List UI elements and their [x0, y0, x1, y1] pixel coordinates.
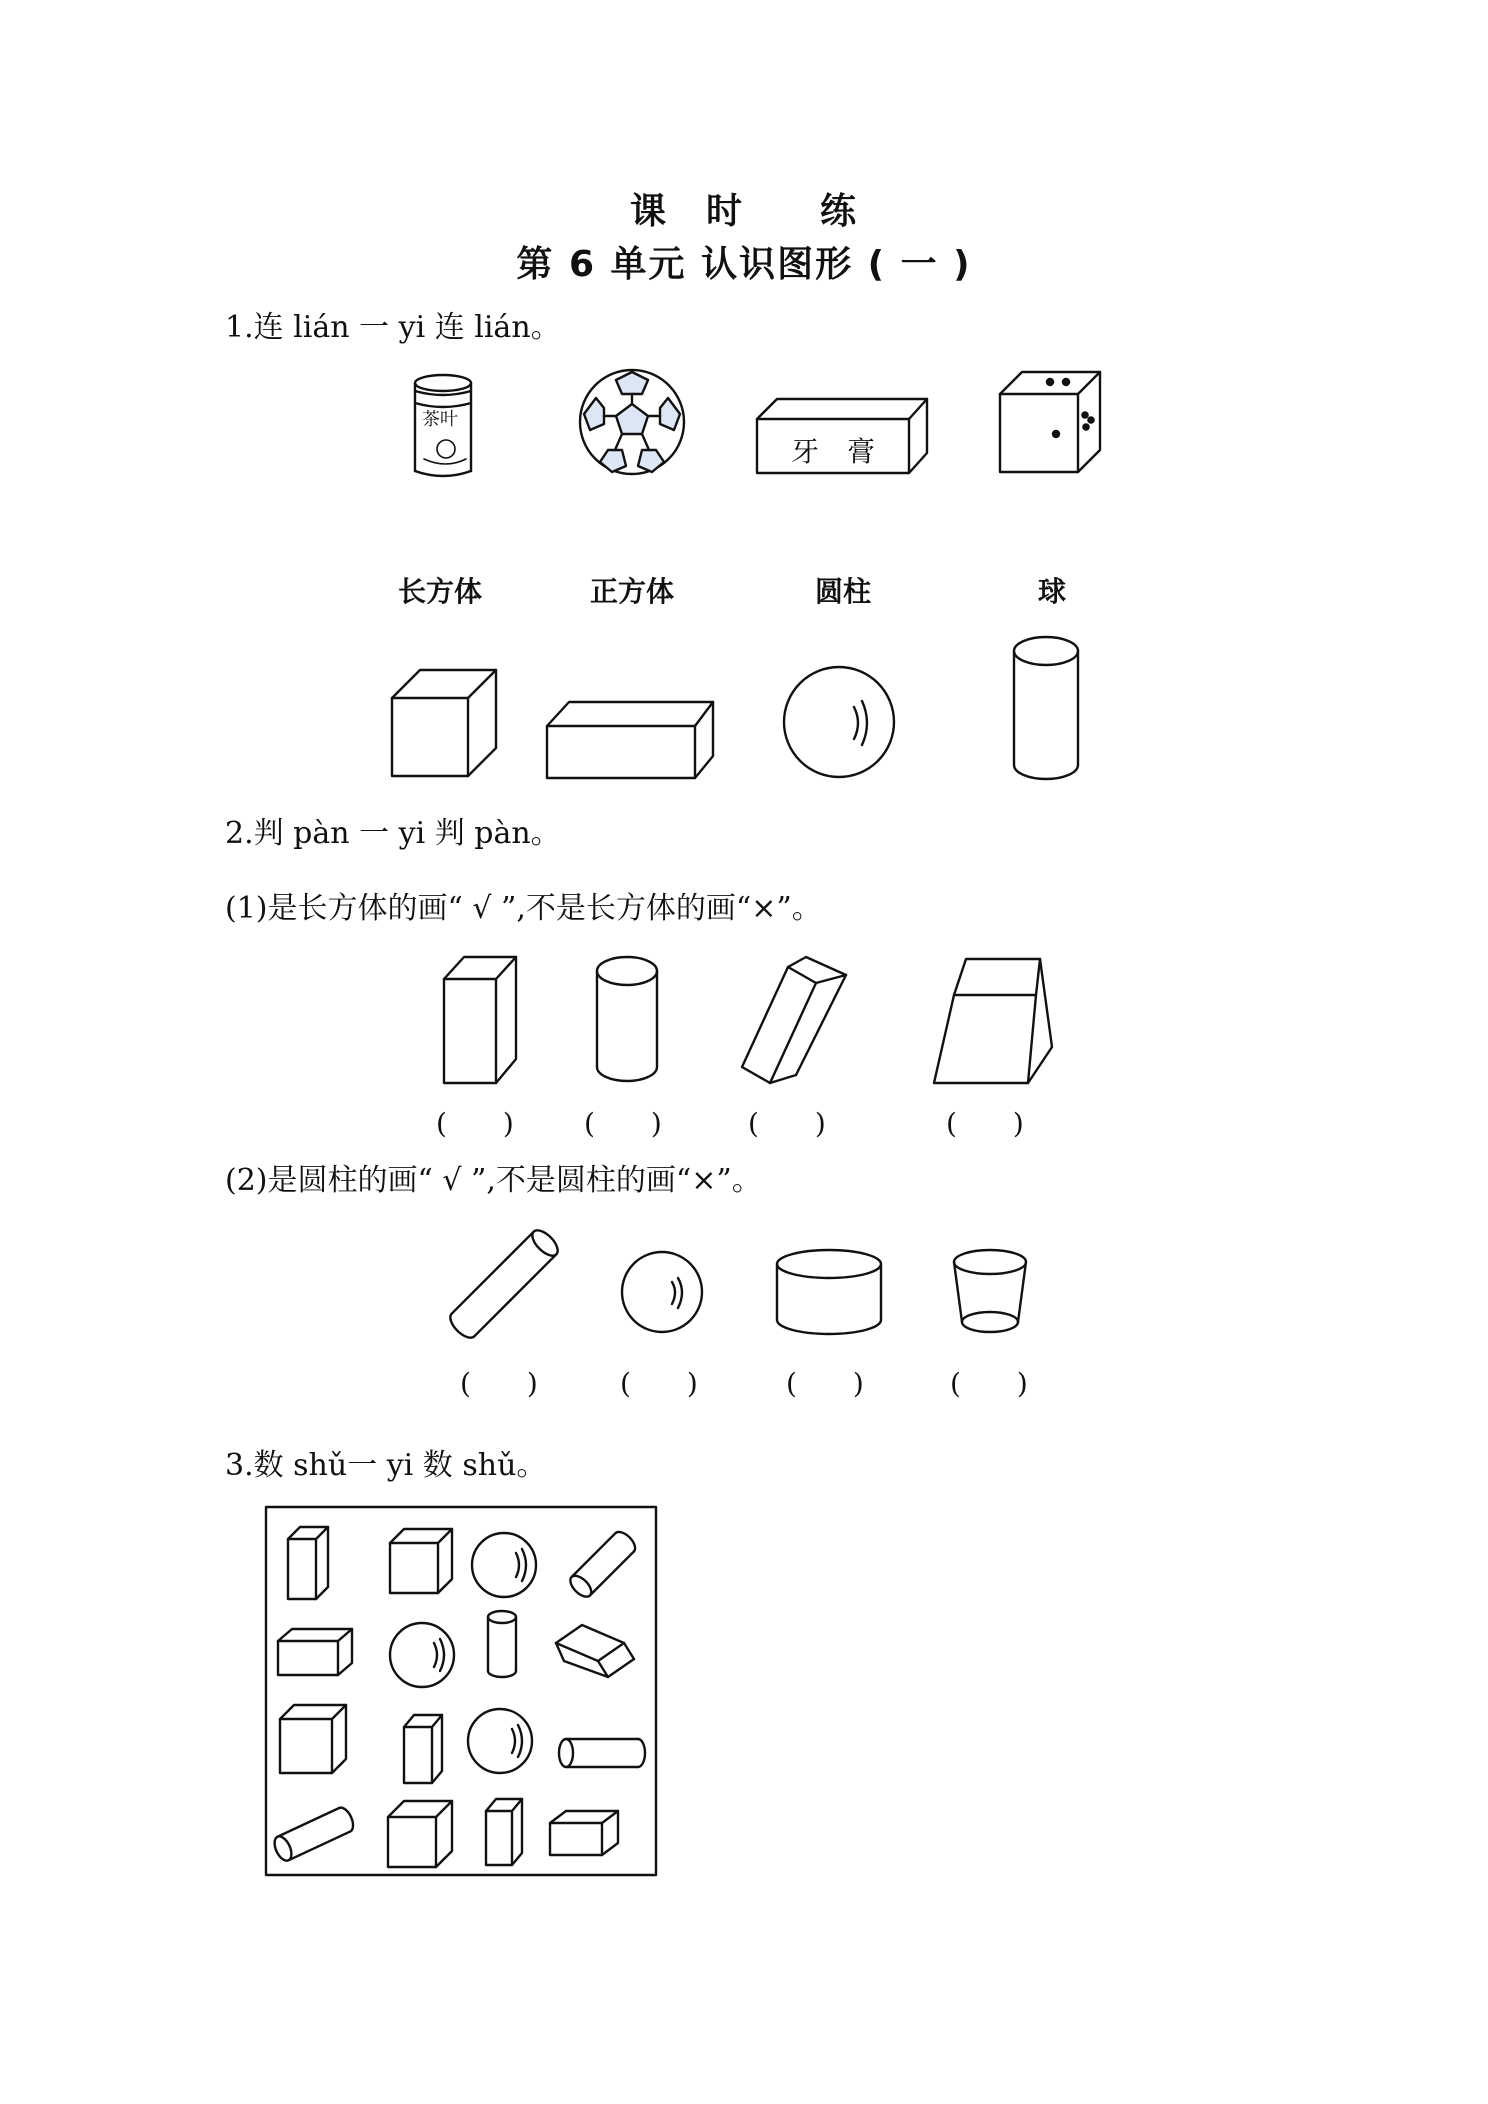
question-2-prompt: 2.判 pàn 一 yi 判 pàn。	[225, 816, 561, 851]
question-2-part1-prompt: (1)是长方体的画“ √ ”,不是长方体的画“×”。	[225, 891, 822, 926]
answer-blank-2-1-d[interactable]: ( )	[946, 1107, 1024, 1140]
box-lying-cylinder-1	[559, 1739, 645, 1767]
tea-can-label: 茶叶	[422, 409, 458, 430]
answer-blank-2-2-a[interactable]: ( )	[460, 1367, 538, 1400]
answer-blank-2-2-b[interactable]: ( )	[620, 1367, 698, 1400]
label-cuboid: 长方体	[398, 575, 483, 608]
cylinder-shape	[1012, 635, 1082, 783]
small-sphere-shape	[620, 1250, 706, 1336]
cup-shape	[952, 1248, 1032, 1338]
box-cube-3	[388, 1801, 452, 1867]
box-tall-cuboid-3	[486, 1799, 522, 1865]
frustum-shape	[930, 955, 1055, 1087]
box-tilted-cylinder-2	[271, 1805, 356, 1863]
worksheet-title: 课 时 练	[629, 191, 858, 232]
box-flat-cuboid-2	[550, 1811, 618, 1855]
cuboid-shape	[545, 700, 717, 780]
label-cylinder: 圆柱	[815, 575, 872, 608]
box-sphere-1	[472, 1533, 536, 1597]
soccer-ball-picture	[578, 368, 688, 478]
answer-blank-2-1-c[interactable]: ( )	[748, 1107, 826, 1140]
dice-picture	[998, 370, 1108, 480]
box-cube-1	[390, 1529, 452, 1593]
counting-shapes-box	[264, 1505, 658, 1877]
answer-blank-2-2-d[interactable]: ( )	[950, 1367, 1028, 1400]
box-sphere-3	[468, 1709, 532, 1773]
sphere-shape	[782, 665, 898, 781]
answer-blank-2-2-c[interactable]: ( )	[786, 1367, 864, 1400]
box-cube-2	[280, 1705, 346, 1773]
upright-cylinder-shape	[595, 955, 663, 1087]
question-1-prompt: 1.连 lián 一 yi 连 lián。	[225, 310, 561, 345]
tilted-cylinder-shape	[452, 1232, 557, 1337]
unit-subtitle: 第 6 单元 认识图形 ( 一 )	[516, 244, 972, 285]
tilted-cuboid-shape	[738, 955, 853, 1087]
toothpaste-label: 牙 膏	[790, 435, 875, 468]
cube-shape	[390, 668, 500, 780]
label-sphere: 球	[1038, 575, 1067, 608]
question-2-part2-prompt: (2)是圆柱的画“ √ ”,不是圆柱的画“×”。	[225, 1163, 762, 1198]
box-tilted-cylinder-1	[567, 1528, 639, 1600]
label-cube: 正方体	[590, 575, 675, 608]
box-tilted-cuboid-1	[556, 1625, 634, 1677]
answer-blank-2-1-b[interactable]: ( )	[584, 1107, 662, 1140]
box-sphere-2	[390, 1623, 454, 1687]
answer-blank-2-1-a[interactable]: ( )	[436, 1107, 514, 1140]
box-tall-cuboid-1	[288, 1527, 328, 1599]
question-3-prompt: 3.数 shǔ一 yi 数 shǔ。	[225, 1448, 547, 1483]
tall-cuboid-shape	[440, 955, 520, 1087]
box-flat-cuboid-1	[278, 1629, 352, 1675]
short-cylinder-shape	[775, 1248, 885, 1338]
box-small-cylinder-1	[488, 1611, 516, 1677]
box-tall-cuboid-2	[404, 1715, 442, 1783]
